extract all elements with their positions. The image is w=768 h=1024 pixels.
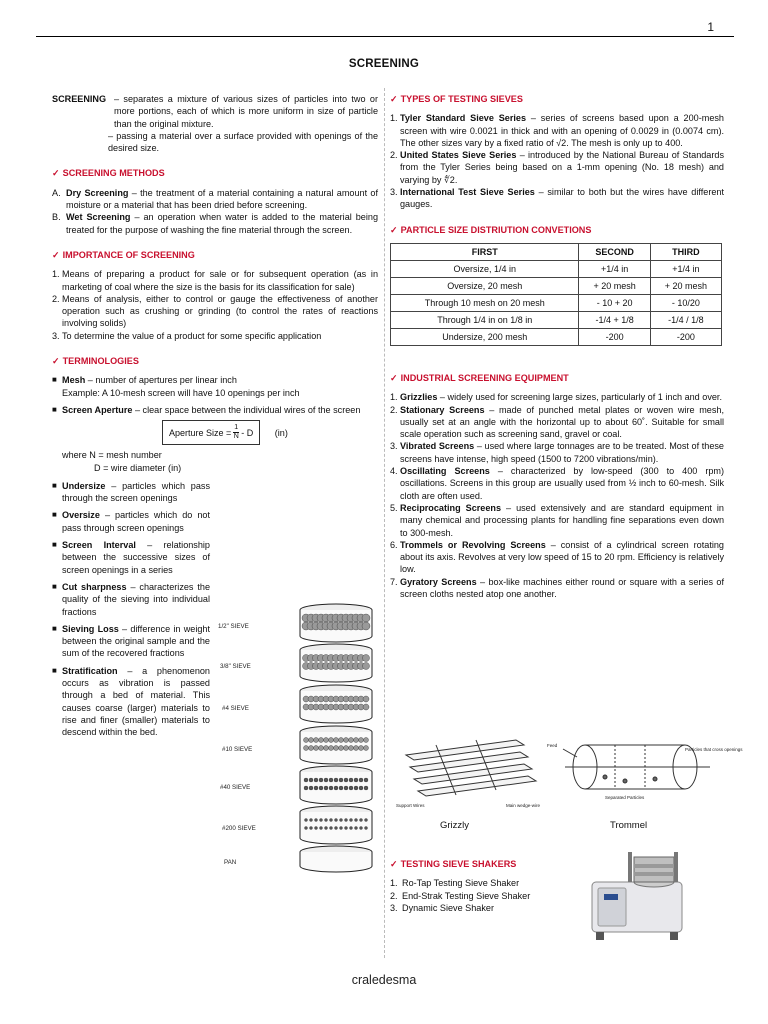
list-item: 1. Grizzlies – widely used for screening large sizes, particularly of 1 inch and over. xyxy=(390,392,722,403)
right-column xyxy=(390,93,724,613)
list-item: 3. Vibrated Screens – used where large tonnages are to be treated. Most of these screens have intense, high speed (1500 to 7200 vibrations/min). xyxy=(390,441,724,464)
sieve-label-5: #40 SIEVE xyxy=(220,784,251,791)
bullet-icon: ■ xyxy=(52,510,57,520)
bullet-icon: ■ xyxy=(52,540,57,550)
list-item: ■ Sieving Loss – difference in weight between the original sample and the sum of the recovered fractions xyxy=(52,623,210,659)
list-item: 2. United States Sieve Series – introduced by the National Bureau of Standards from the Tyler Series being based on a 1-mm opening (No. 18 mesh) and varying by ∜2. xyxy=(390,150,724,185)
page-number: 1 xyxy=(707,20,714,34)
list-item: A. Dry Screening – the treatment of a material containing a natural amount of moisture or a material that has been dried before screening. xyxy=(52,187,378,211)
list-item: ■ Undersize – particles which pass through the screen openings xyxy=(52,480,210,504)
conventions-table xyxy=(390,243,722,346)
list-item: ■ Mesh – number of apertures per linear inch Example: A 10-mesh screen will have 10 openings per inch xyxy=(52,375,300,398)
shakers-list xyxy=(390,877,580,914)
bullet-icon: ■ xyxy=(52,375,57,385)
mesh-example: Example: A 10-mesh screen will have 10 openings per inch xyxy=(62,387,300,398)
trommel-label-cross: Particles that cross openings xyxy=(685,747,743,752)
list-item: ■ Screen Interval – relationship between the successive sizes of screen openings in a series xyxy=(52,540,210,575)
table-cell: Through 10 mesh on 20 mesh xyxy=(391,294,579,311)
list-item: 1. Ro-Tap Testing Sieve Shaker xyxy=(390,878,520,889)
bullet-icon: ■ xyxy=(52,581,57,591)
table-cell: Oversize, 20 mesh xyxy=(391,277,579,294)
intro-def-1: – separates a mixture of various sizes of particles into two or more portions, each of which is more uniform in size of particle than the original mixture. xyxy=(114,94,378,129)
table-header: SECOND xyxy=(579,243,650,260)
sieve-shaker-illustration xyxy=(588,852,688,952)
intro-def-2: – passing a material over a surface provided with openings of the desired size. xyxy=(108,130,378,154)
table-cell: -200 xyxy=(579,328,650,345)
formula-unit: (in) xyxy=(274,427,288,438)
footer-author: craledesma xyxy=(351,973,417,987)
check-icon: ✓ xyxy=(52,356,60,367)
table-cell: -1/4 + 1/8 xyxy=(579,311,650,328)
intro-section xyxy=(52,93,378,154)
bullet-icon: ■ xyxy=(52,623,57,633)
table-header: FIRST xyxy=(391,243,579,260)
terminologies-heading: ✓ TERMINOLOGIES xyxy=(52,356,139,367)
grizzly-caption: Grizzly xyxy=(440,820,470,831)
table-row xyxy=(391,328,722,345)
testing-sieves-heading: ✓ TYPES OF TESTING SIEVES xyxy=(390,94,523,104)
table-cell: +1/4 in xyxy=(579,260,650,277)
methods-list xyxy=(52,187,378,236)
sieve-label-2: 3/8" SIEVE xyxy=(220,663,251,670)
intro-term: SCREENING xyxy=(52,94,107,104)
trommel-label-separated: Separated Particles xyxy=(605,795,645,800)
table-row xyxy=(391,277,722,294)
page-title: SCREENING xyxy=(348,58,420,70)
grizzly-label-main: Main wedge-wire xyxy=(506,803,541,808)
equipment-heading: ✓ INDUSTRIAL SCREENING EQUIPMENT xyxy=(390,372,569,383)
table-cell: - 10 + 20 xyxy=(579,294,650,311)
aperture-formula: Aperture Size = $\frac{1}{N}$ - D xyxy=(162,420,260,445)
table-cell: + 20 mesh xyxy=(650,277,721,294)
check-icon: ✓ xyxy=(52,249,60,260)
bullet-icon: ■ xyxy=(52,665,57,675)
list-item: B. Wet Screening – an operation when water is added to the material being treated for the purpose of washing the fine material through the screen. xyxy=(52,212,379,235)
list-item: ■ Cut sharpness – characterizes the quality of the sieving into individual fractions xyxy=(52,581,211,617)
table-header: THIRD xyxy=(650,243,721,260)
list-item: ■ Screen Aperture – clear space between the individual wires of the screen Aperture Size = $\frac{1}{N}$ - D (in) where N = mesh number D = wire diameter (in) xyxy=(52,404,378,474)
table-row xyxy=(391,294,722,311)
list-item: 7. Gyratory Screens – box-like machines either round or square with a series of screen cloths nested atop one another. xyxy=(390,576,724,600)
table-cell: Undersize, 200 mesh xyxy=(391,328,579,345)
trommel-label-feed: Feed xyxy=(547,743,558,748)
list-item: 3. International Test Sieve Series – similar to both but the wires have different gauges. xyxy=(390,187,724,210)
testing-sieves-section xyxy=(390,93,724,211)
list-item: 2. End-Strak Testing Sieve Shaker xyxy=(390,890,531,901)
table-cell: +1/4 in xyxy=(650,260,721,277)
table-cell: -1/4 / 1/8 xyxy=(650,311,721,328)
table-cell: Oversize, 1/4 in xyxy=(391,260,579,277)
check-icon: ✓ xyxy=(390,372,398,383)
list-item: 2. Means of analysis, either to control or gauge the effectiveness of another operation such as crushing or grinding (to control the rates of reactions involving solids) xyxy=(52,293,378,329)
equipment-section xyxy=(390,372,724,600)
grizzly-illustration xyxy=(396,735,546,820)
check-icon: ✓ xyxy=(390,224,398,235)
sieve-label-6: #200 SIEVE xyxy=(222,825,256,832)
grizzly-label-support: Support Wires xyxy=(396,803,425,808)
methods-heading: ✓ SCREENING METHODS xyxy=(52,168,165,179)
terminology-list xyxy=(52,480,210,739)
terminology-list-top xyxy=(52,374,378,473)
table-row xyxy=(391,311,722,328)
table-cell: + 20 mesh xyxy=(579,277,650,294)
list-item: 4. Oscillating Screens – characterized by low-speed (300 to 400 rpm) oscillations. Screens in this group are usually used from ½ inch to 60-mesh. Silk cloth are often used. xyxy=(390,466,725,501)
importance-section xyxy=(52,249,378,342)
importance-heading: ✓ IMPORTANCE OF SCREENING xyxy=(52,249,195,260)
sieve-label-3: #4 SIEVE xyxy=(222,705,249,712)
list-item: ■ Stratification – a phenomenon occurs as vibration is passed through a bed of material. This causes coarse (larger) materials to rise and finer (smaller) materials to descend within the bed. xyxy=(52,665,210,738)
list-item: 3. Dynamic Sieve Shaker xyxy=(390,902,494,913)
where-line-1: where N = mesh number xyxy=(62,450,162,461)
list-item: 6. Trommels or Revolving Screens – consist of a cylindrical screen rotating about its axis. Revolves at very low speed of 15 to 20 rpm. Efficiency is relatively low. xyxy=(390,539,724,575)
table-cell: - 10/20 xyxy=(650,294,721,311)
sieve-label-1: 1/2" SIEVE xyxy=(218,623,249,630)
table-cell: -200 xyxy=(650,328,721,345)
testing-sieves-list xyxy=(390,112,724,210)
list-item: 3. To determine the value of a product for some specific application xyxy=(52,330,322,341)
where-line-2: D = wire diameter (in) xyxy=(94,462,182,473)
list-item: 2. Stationary Screens – made of punched metal plates or woven wire mesh, usually set at an angle with the horizontal up to about 60˚. Suitable for small scale operation such as screening sand, gravel or coal. xyxy=(390,404,724,440)
conventions-section xyxy=(390,224,724,346)
shakers-heading: ✓ TESTING SIEVE SHAKERS xyxy=(390,859,517,869)
list-item: ■ Oversize – particles which do not pass through screen openings xyxy=(52,510,210,533)
table-row xyxy=(391,260,722,277)
check-icon: ✓ xyxy=(52,168,60,179)
check-icon: ✓ xyxy=(390,859,398,869)
shakers-section xyxy=(390,858,580,914)
sieve-label-7: PAN xyxy=(224,859,237,866)
importance-list xyxy=(52,268,378,342)
column-divider xyxy=(384,88,385,958)
conventions-heading: ✓ PARTICLE SIZE DISTRIUTION CONVETIONS xyxy=(390,224,592,235)
bullet-icon: ■ xyxy=(52,404,57,414)
list-item: 1. Tyler Standard Sieve Series – series of screens based upon a 200-mesh screen with wire 0.0021 in thick and with an opening of 0.0029 in (0.0074 cm). The other sizes vary by a fixed ratio of √2. The mesh is only up to 400. xyxy=(390,113,724,148)
table-cell: Through 1/4 in on 1/8 in xyxy=(391,311,579,328)
sieve-stack-illustration xyxy=(218,590,378,897)
bullet-icon: ■ xyxy=(52,480,57,490)
equipment-list xyxy=(390,391,724,600)
trommel-caption: Trommel xyxy=(610,820,648,831)
methods-section xyxy=(52,167,378,235)
list-item: 1. Means of preparing a product for sale or for subsequent operation (as in marketing of coal where the size is the basis for its classification for sale) xyxy=(52,269,378,292)
check-icon: ✓ xyxy=(390,94,398,104)
trommel-illustration xyxy=(545,737,743,822)
header-rule xyxy=(36,36,734,37)
list-item: 5. Reciprocating Screens – used extensively and are standard equipment in many chemical and processing plants for handling fine separations even down to 300-mesh. xyxy=(390,502,724,538)
sieve-label-4: #10 SIEVE xyxy=(222,746,253,753)
